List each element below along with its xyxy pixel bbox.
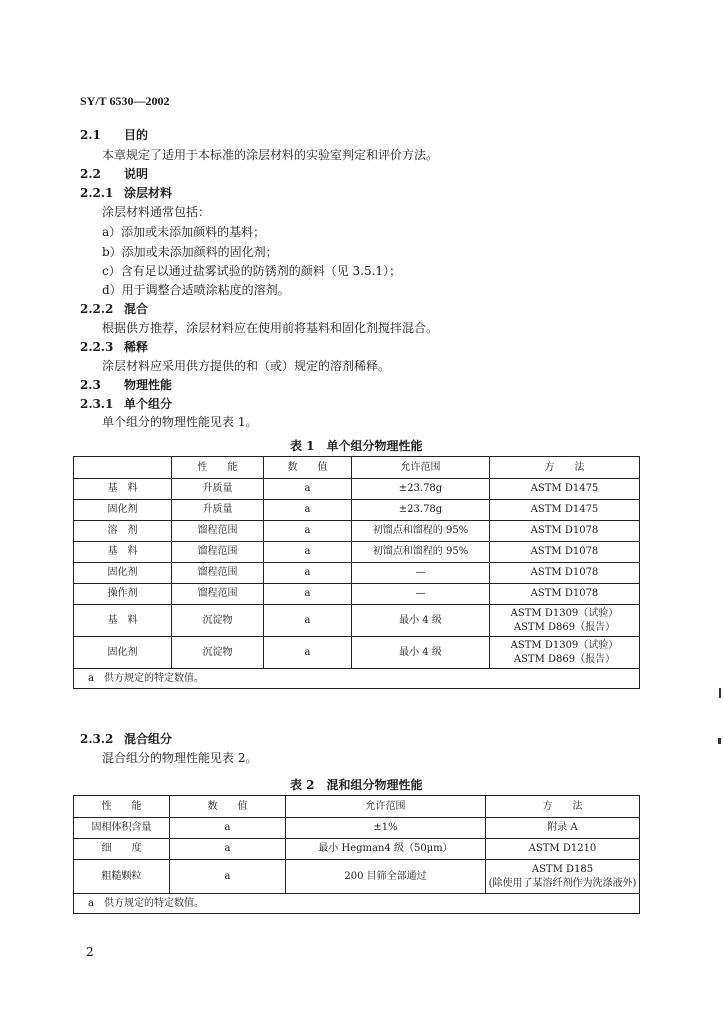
table-cell: ±23.78g — [352, 479, 490, 500]
list-item: b）添加或未添加颜料的固化剂； — [102, 245, 278, 259]
header-cell: 数 值 — [170, 796, 286, 818]
table-row — [74, 479, 640, 500]
table-cell: 操作剂 — [74, 584, 172, 605]
table-cell: 200 目筛全部通过 — [286, 860, 486, 894]
table-cell: 馏程范围 — [172, 521, 264, 542]
table-cell: — — [352, 584, 490, 605]
header-cell: 允许范围 — [352, 457, 490, 479]
table-cell: 基 料 — [74, 605, 172, 637]
table-cell: 细 度 — [74, 839, 170, 860]
heading-2-2-2: 2.2.2 混合 — [80, 302, 149, 316]
table-cell: a — [264, 542, 352, 563]
paragraph: 涂层材料通常包括： — [102, 205, 211, 219]
table-cell: a — [170, 839, 286, 860]
table-cell: ASTM D1078 — [490, 521, 640, 542]
table-cell: 溶 剂 — [74, 521, 172, 542]
table-row — [74, 584, 640, 605]
header-cell: 性 能 — [74, 796, 170, 818]
table-cell: a — [264, 479, 352, 500]
table-cell: 最小 4 级 — [352, 637, 490, 669]
table-row — [74, 542, 640, 563]
table1-header-row — [74, 457, 640, 479]
table-cell: ASTM D185 (除使用了某溶纤剂作为洗涤液外) — [486, 860, 640, 894]
table-cell: 馏程范围 — [172, 563, 264, 584]
table-cell: ASTM D1309（试验） ASTM D869（报告） — [490, 637, 640, 669]
table-cell: a — [170, 818, 286, 839]
table-cell: 沉淀物 — [172, 605, 264, 637]
table-cell: 初馏点和馏程的 95% — [352, 521, 490, 542]
header-cell: 数 值 — [264, 457, 352, 479]
list-item: d）用于调整合适喷涂粘度的溶剂。 — [102, 283, 290, 297]
scan-mark — [718, 738, 721, 744]
table-cell: 基 料 — [74, 542, 172, 563]
paragraph: 涂层材料应采用供方提供的和（或）规定的溶剂稀释。 — [102, 359, 391, 373]
table-cell: a — [264, 605, 352, 637]
table-cell: 馏程范围 — [172, 584, 264, 605]
table-cell: a — [264, 637, 352, 669]
table-cell: 固相体积含量 — [74, 818, 170, 839]
table-1 — [73, 456, 640, 689]
table-cell: a — [170, 860, 286, 894]
table-cell: ASTM D1078 — [490, 563, 640, 584]
heading-2-3-1: 2.3.1 单个组分 — [80, 397, 173, 411]
table-row — [74, 818, 640, 839]
table-cell: a — [264, 521, 352, 542]
heading-2-2-3: 2.2.3 稀释 — [80, 340, 149, 354]
table-cell: ASTM D1309（试验） ASTM D869（报告） — [490, 605, 640, 637]
table-cell: 升质量 — [172, 500, 264, 521]
header-cell: 方 法 — [490, 457, 640, 479]
table-row — [74, 563, 640, 584]
scan-mark — [719, 688, 721, 698]
heading-2-3: 2.3 物理性能 — [80, 378, 173, 392]
table1-caption: 表 1 单个组分物理性能 — [290, 439, 423, 453]
page-number: 2 — [86, 945, 94, 959]
table-row — [74, 500, 640, 521]
table-row — [74, 860, 640, 894]
table1-footnote-row — [74, 669, 640, 689]
table-cell: 升质量 — [172, 479, 264, 500]
paragraph: 混合组分的物理性能见表 2。 — [102, 751, 258, 765]
table-cell: ±23.78g — [352, 500, 490, 521]
table-cell: 初馏点和馏程的 95% — [352, 542, 490, 563]
table-cell: 固化剂 — [74, 563, 172, 584]
table-cell: ASTM D1078 — [490, 584, 640, 605]
table-cell: 基 料 — [74, 479, 172, 500]
header-cell — [74, 457, 172, 479]
header-cell: 允许范围 — [286, 796, 486, 818]
table-row — [74, 839, 640, 860]
table-footnote: a 供方规定的特定数值。 — [74, 894, 640, 914]
table-cell: 固化剂 — [74, 500, 172, 521]
heading-2-2-1: 2.2.1 涂层材料 — [80, 186, 173, 200]
table-cell: 沉淀物 — [172, 637, 264, 669]
table2-caption: 表 2 混和组分物理性能 — [290, 778, 423, 792]
table2-footnote-row — [74, 894, 640, 914]
header-cell: 性 能 — [172, 457, 264, 479]
table-footnote: a 供方规定的特定数值。 — [74, 669, 640, 689]
table-row — [74, 521, 640, 542]
table-cell: 最小 Hegman4 级（50μm） — [286, 839, 486, 860]
table-cell: 馏程范围 — [172, 542, 264, 563]
table-cell: 最小 4 级 — [352, 605, 490, 637]
table-cell: 粗糙颗粒 — [74, 860, 170, 894]
table-row — [74, 637, 640, 669]
table-cell: ASTM D1078 — [490, 542, 640, 563]
table2-header-row — [74, 796, 640, 818]
table-cell: a — [264, 500, 352, 521]
paragraph: 根据供方推荐，涂层材料应在使用前将基料和固化剂搅拌混合。 — [102, 321, 439, 335]
table-cell: ±1% — [286, 818, 486, 839]
heading-2-1: 2.1 目的 — [80, 128, 149, 142]
paragraph: 本章规定了适用于本标准的涂层材料的实验室判定和评价方法。 — [102, 148, 439, 162]
table-cell: ASTM D1475 — [490, 500, 640, 521]
table-cell: 固化剂 — [74, 637, 172, 669]
list-item: c）含有足以通过盐雾试验的防锈剂的颜料（见 3.5.1）； — [102, 264, 402, 278]
paragraph: 单个组分的物理性能见表 1。 — [102, 415, 258, 429]
table-cell: ASTM D1210 — [486, 839, 640, 860]
heading-2-3-2: 2.3.2 混合组分 — [80, 732, 173, 746]
table-2 — [73, 795, 640, 914]
heading-2-2: 2.2 说明 — [80, 167, 149, 181]
table-cell: ASTM D1475 — [490, 479, 640, 500]
list-item: a）添加或未添加颜料的基料； — [102, 225, 266, 239]
table-cell: a — [264, 563, 352, 584]
table-cell: a — [264, 584, 352, 605]
standard-number: SY/T 6530—2002 — [80, 94, 170, 108]
table-cell: — — [352, 563, 490, 584]
header-cell: 方 法 — [486, 796, 640, 818]
table-cell: 附录 A — [486, 818, 640, 839]
table-row — [74, 605, 640, 637]
